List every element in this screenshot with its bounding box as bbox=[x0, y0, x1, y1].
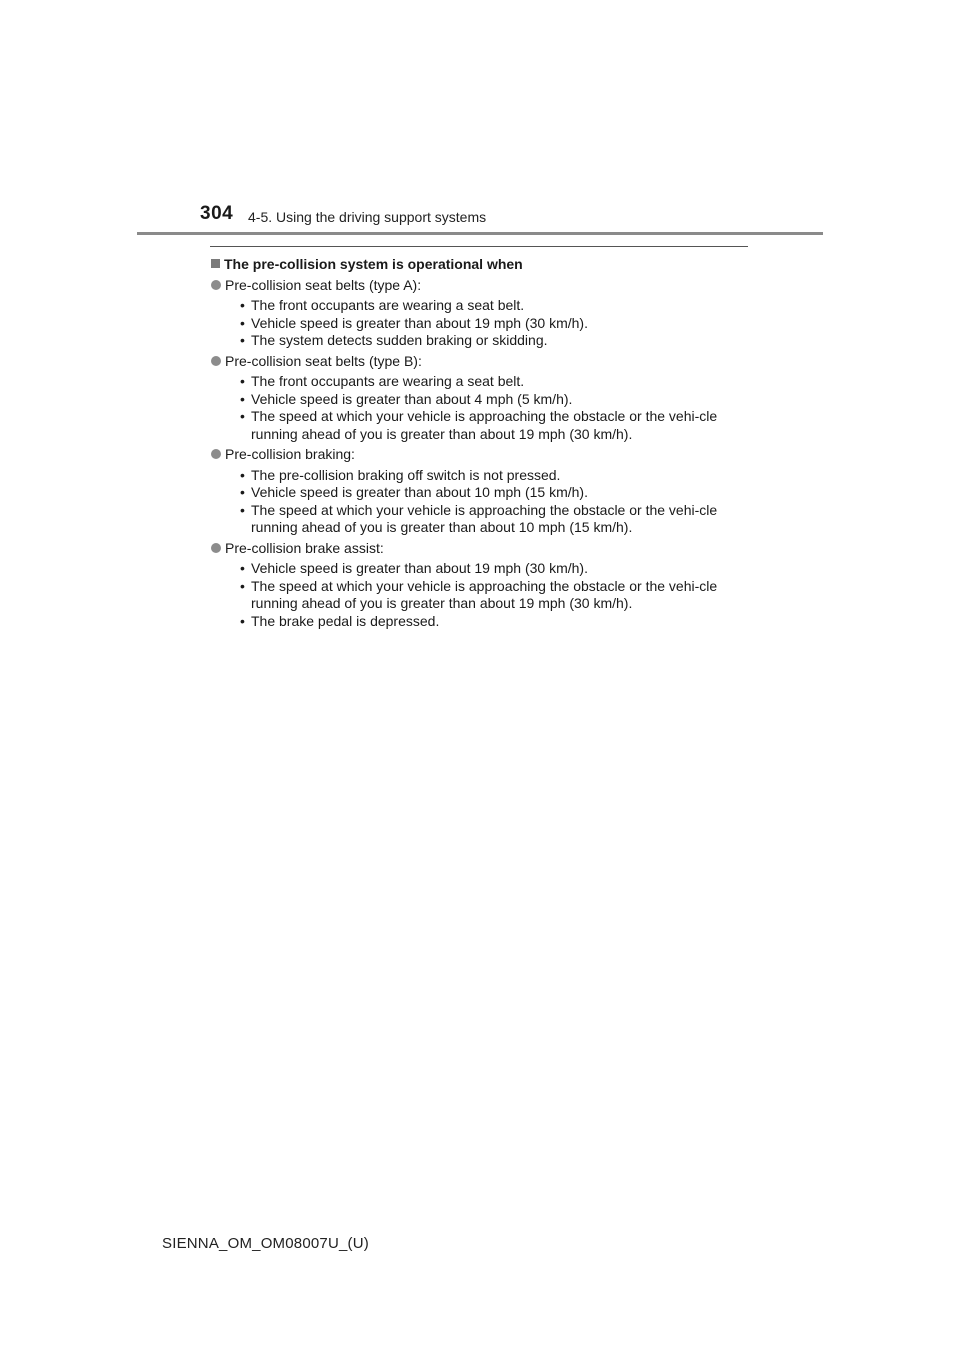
list-item-text: The front occupants are wearing a seat belt. bbox=[251, 297, 525, 313]
group-label bbox=[210, 277, 755, 295]
group-label bbox=[210, 353, 755, 371]
list-item-text: The pre-collision braking off switch is not pressed. bbox=[251, 466, 561, 483]
list-item bbox=[210, 560, 755, 578]
dot-bullet-icon: • bbox=[240, 332, 245, 348]
list-item-text: The speed at which your vehicle is approaching the obstacle or the vehi-cle running ahead of you is greater than about 10 mph (15 km/h). bbox=[251, 501, 718, 535]
header-divider bbox=[137, 232, 823, 235]
group-label-text: Pre-collision seat belts (type A): bbox=[225, 276, 422, 293]
dot-bullet-icon: • bbox=[240, 484, 245, 500]
dot-bullet-icon: • bbox=[240, 466, 245, 483]
condition-group bbox=[210, 540, 755, 631]
content bbox=[210, 256, 755, 630]
list-item bbox=[210, 373, 755, 391]
list-item-text: Vehicle speed is greater than about 4 mph (5 km/h). bbox=[251, 390, 573, 407]
circle-bullet-icon bbox=[211, 449, 221, 459]
group-label-text: Pre-collision braking: bbox=[225, 446, 355, 462]
list-item bbox=[210, 484, 755, 502]
list-item bbox=[210, 408, 755, 443]
dot-bullet-icon: • bbox=[240, 373, 245, 389]
group-label bbox=[210, 446, 755, 464]
section-divider bbox=[210, 246, 748, 247]
list-item bbox=[210, 332, 755, 350]
section-title: 4-5. Using the driving support systems bbox=[248, 209, 487, 225]
list-item bbox=[210, 315, 755, 333]
page-number: 304 bbox=[200, 203, 234, 224]
condition-list bbox=[210, 560, 755, 630]
list-item-text: Vehicle speed is greater than about 10 mph (15 km/h). bbox=[251, 484, 588, 500]
list-item bbox=[210, 297, 755, 315]
dot-bullet-icon: • bbox=[240, 612, 245, 629]
section-heading bbox=[210, 256, 755, 274]
group-label-text: Pre-collision brake assist: bbox=[225, 539, 384, 556]
dot-bullet-icon: • bbox=[240, 314, 245, 331]
list-item bbox=[210, 613, 755, 631]
list-item-text: The front occupants are wearing a seat belt. bbox=[251, 373, 525, 389]
document-id: SIENNA_OM_OM08007U_(U) bbox=[162, 1235, 369, 1252]
list-item-text: The system detects sudden braking or skidding. bbox=[251, 332, 548, 348]
condition-list bbox=[210, 467, 755, 537]
dot-bullet-icon: • bbox=[240, 297, 245, 313]
condition-group bbox=[210, 277, 755, 350]
circle-bullet-icon bbox=[211, 543, 221, 553]
list-item bbox=[210, 467, 755, 485]
section-heading-text: The pre-collision system is operational when bbox=[224, 256, 523, 272]
list-item bbox=[210, 502, 755, 537]
list-item bbox=[210, 391, 755, 409]
dot-bullet-icon: • bbox=[240, 390, 245, 407]
group-label bbox=[210, 540, 755, 558]
list-item bbox=[210, 578, 755, 613]
list-item-text: The speed at which your vehicle is approaching the obstacle or the vehi-cle running ahead of you is greater than about 19 mph (30 km/h). bbox=[251, 577, 718, 611]
dot-bullet-icon: • bbox=[240, 560, 245, 576]
square-bullet-icon bbox=[211, 259, 220, 268]
condition-group bbox=[210, 353, 755, 444]
dot-bullet-icon: • bbox=[240, 501, 245, 518]
condition-list bbox=[210, 297, 755, 350]
circle-bullet-icon bbox=[211, 280, 221, 290]
condition-list bbox=[210, 373, 755, 443]
group-label-text: Pre-collision seat belts (type B): bbox=[225, 352, 422, 369]
dot-bullet-icon: • bbox=[240, 577, 245, 594]
list-item-text: Vehicle speed is greater than about 19 mph (30 km/h). bbox=[251, 560, 588, 576]
list-item-text: The speed at which your vehicle is approaching the obstacle or the vehi-cle running ahead of you is greater than about 19 mph (30 km/h). bbox=[251, 408, 718, 442]
dot-bullet-icon: • bbox=[240, 408, 245, 424]
circle-bullet-icon bbox=[211, 356, 221, 366]
list-item-text: The brake pedal is depressed. bbox=[251, 612, 440, 629]
condition-group bbox=[210, 446, 755, 537]
list-item-text: Vehicle speed is greater than about 19 mph (30 km/h). bbox=[251, 314, 588, 331]
